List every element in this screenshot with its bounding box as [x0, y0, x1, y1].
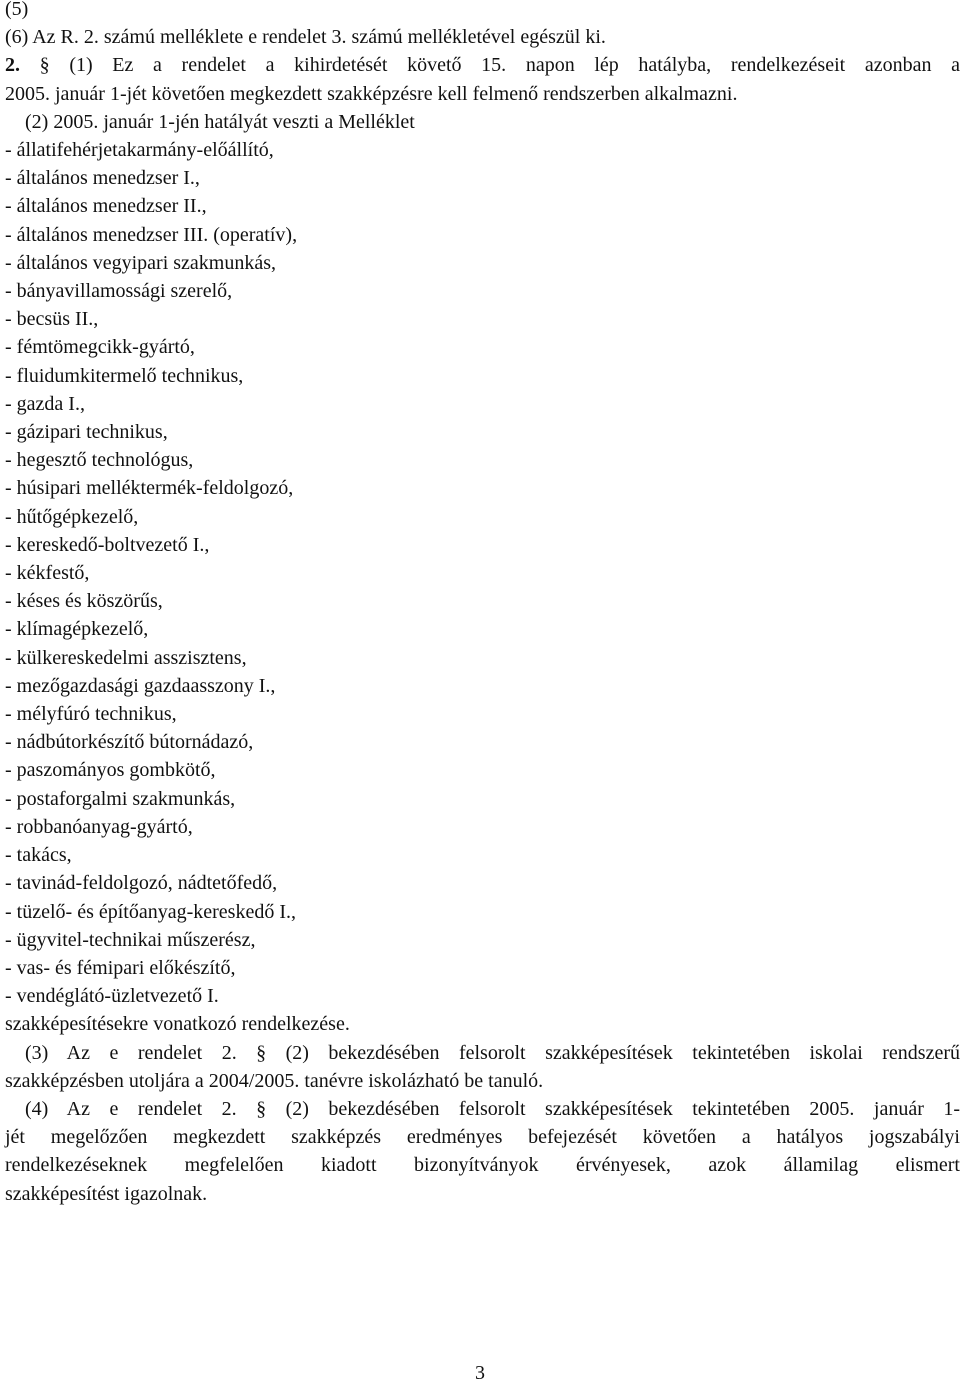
list-item: - késes és köszörűs,: [5, 590, 163, 613]
list-item: - fluidumkitermelő technikus,: [5, 364, 244, 387]
list-item: - húsipari melléktermék-feldolgozó,: [5, 477, 294, 500]
section-sign: §: [39, 54, 50, 77]
list-item: - gazda I.,: [5, 392, 85, 415]
list-item: - becsüs II.,: [5, 308, 99, 331]
repealed-qualifications-list: [5, 136, 960, 1010]
paragraph-4-line-4: szakképesítést igazolnak.: [5, 1182, 208, 1205]
list-item: - általános menedzser II.,: [5, 195, 207, 218]
list-item: - mezőgazdasági gazdaasszony I.,: [5, 674, 276, 697]
list-item: - postaforgalmi szakmunkás,: [5, 787, 236, 810]
section-2-paragraph-1: (1) Ez a rendelet a kihirdetését követő 15. napon lép hatályba, rendelkezéseit azonban a: [69, 54, 960, 77]
document-body: [5, 0, 960, 1208]
list-item: - vas- és fémipari előkészítő,: [5, 956, 236, 979]
list-item: - ügyvitel-technikai műszerész,: [5, 928, 256, 951]
section-number: 2.: [5, 54, 20, 77]
paragraph-4-line-3: rendelkezéseknek megfelelően kiadott bizonyítványok érvényesek, azok államilag elismert: [5, 1154, 960, 1177]
section-2-line-1: [5, 51, 960, 79]
list-item: - robbanóanyag-gyártó,: [5, 815, 193, 838]
list-item: - takács,: [5, 844, 72, 867]
paragraph-3-line-2: szakképzésben utoljára a 2004/2005. tanévre iskolázható be tanuló.: [5, 1069, 544, 1092]
list-item: - gázipari technikus,: [5, 421, 168, 444]
paragraph-6: (6) Az R. 2. számú melléklete e rendelet 3. számú mellékletével egészül ki.: [5, 26, 606, 49]
list-item: - külkereskedelmi asszisztens,: [5, 646, 247, 669]
list-item: - általános menedzser III. (operatív),: [5, 223, 298, 246]
list-item: - bányavillamossági szerelő,: [5, 280, 233, 303]
list-item: - hűtőgépkezelő,: [5, 505, 139, 528]
section-2-paragraph-1-continuation: 2005. január 1-jét követően megkezdett szakképzésre kell felmenő rendszerben alkalmazni.: [5, 82, 738, 105]
list-item: - nádbútorkészítő bútornádazó,: [5, 731, 254, 754]
paragraph-4-line-1: (4) Az e rendelet 2. § (2) bekezdésében felsorolt szakképesítések tekintetében 2005. január 1-: [25, 1097, 960, 1120]
list-item: - mélyfúró technikus,: [5, 703, 177, 726]
page-number: 3: [475, 1362, 485, 1384]
list-item: - fémtömegcikk-gyártó,: [5, 336, 195, 359]
list-item: - klímagépkezelő,: [5, 618, 149, 641]
paragraph-5: (5): [5, 0, 29, 20]
list-item: - paszományos gombkötő,: [5, 759, 216, 782]
paragraph-4-line-2: jét megelőzően megkezdett szakképzés eredményes befejezését követően a hatályos jogszabályi: [5, 1126, 960, 1149]
list-closing-line: szakképesítésekre vonatkozó rendelkezése.: [5, 1013, 350, 1036]
list-item: - vendéglátó-üzletvezető I.: [5, 985, 219, 1008]
list-item: - tüzelő- és építőanyag-kereskedő I.,: [5, 900, 296, 923]
list-item: - általános vegyipari szakmunkás,: [5, 251, 277, 274]
list-item: - hegesztő technológus,: [5, 449, 194, 472]
list-item: - kékfestő,: [5, 562, 90, 585]
list-item: - általános menedzser I.,: [5, 167, 200, 190]
section-2-paragraph-2: (2) 2005. január 1-jén hatályát veszti a Melléklet: [25, 110, 415, 133]
list-item: - kereskedő-boltvezető I.,: [5, 533, 210, 556]
paragraph-3-line-1: (3) Az e rendelet 2. § (2) bekezdésében felsorolt szakképesítések tekintetében iskolai rendszerű: [25, 1041, 960, 1064]
list-item: - tavinád-feldolgozó, nádtetőfedő,: [5, 872, 278, 895]
list-item: - állatifehérjetakarmány-előállító,: [5, 139, 274, 162]
